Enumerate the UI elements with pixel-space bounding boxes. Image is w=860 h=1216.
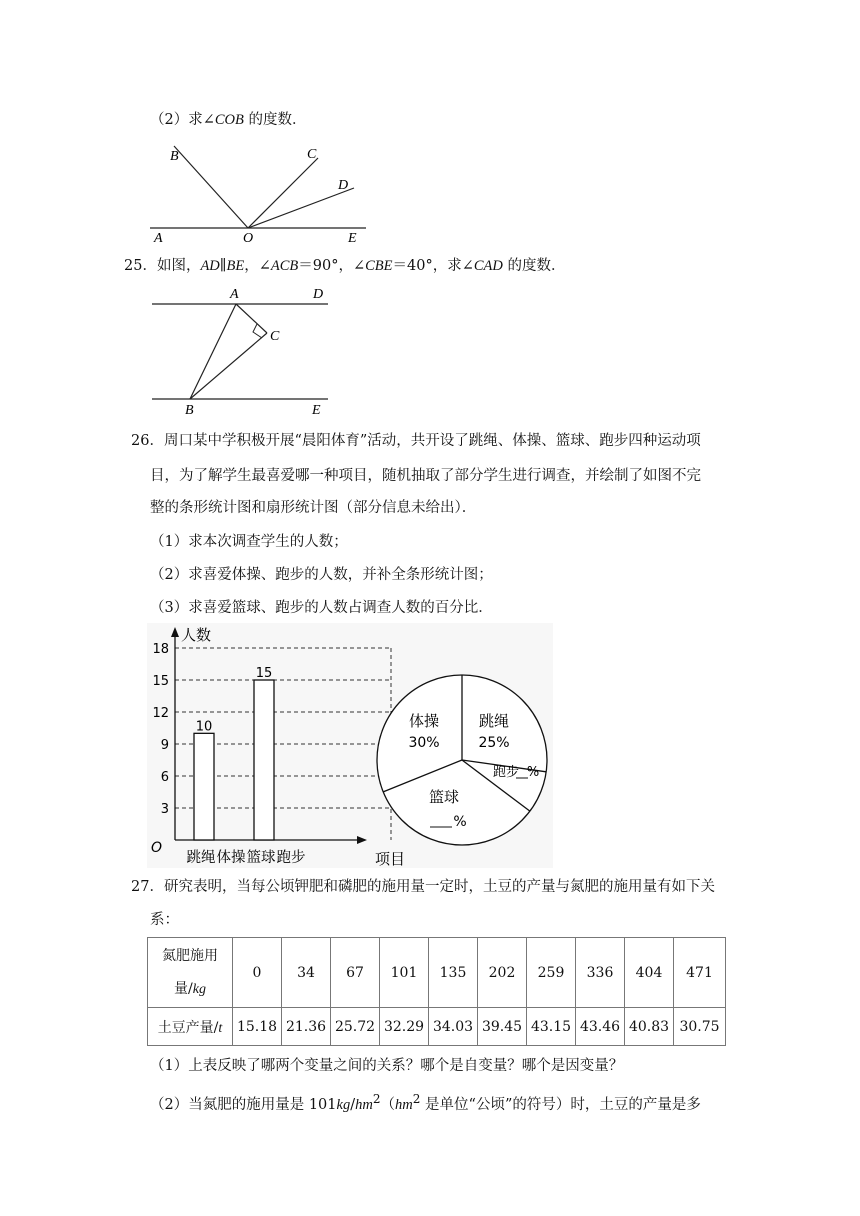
fig25-label-B: B — [185, 403, 194, 418]
table-cell: 471 — [674, 938, 726, 1008]
fig25-label-E: E — [312, 403, 321, 418]
q26-line3: 整的条形统计图和扇形统计图（部分信息未给出）． — [150, 500, 477, 516]
bar-value-label: 15 — [255, 666, 273, 681]
q25-segment: ，∠ — [244, 258, 271, 274]
pie-slice-percent: % — [526, 765, 540, 780]
q27-sub2-text: 是单位“公顷”的符号）时，土豆的产量是多 — [420, 1096, 701, 1113]
fig24-label-A: A — [154, 231, 163, 246]
fig24-label-C: C — [307, 147, 317, 162]
table-cell: 34.03 — [429, 1008, 478, 1046]
q27-sub2-text: （ — [380, 1096, 396, 1113]
q25-number: 25． — [124, 258, 157, 274]
table-cell: 135 — [429, 938, 478, 1008]
bar-value-label: 10 — [195, 719, 213, 735]
q27-unit: hm — [355, 1096, 373, 1113]
ytick-label: 6 — [160, 770, 169, 785]
fig24-label-B: B — [170, 149, 179, 164]
x-axis-title: 项目 — [375, 850, 406, 868]
origin-label: O — [151, 840, 163, 856]
q27-unit: hm — [395, 1096, 413, 1113]
q25-segment: CAD — [473, 258, 503, 274]
table-cell: 67 — [331, 938, 380, 1008]
q26-charts — [147, 623, 553, 868]
y-axis-title: 人数 — [181, 626, 212, 644]
q25-statement — [124, 256, 565, 276]
q27-unit: kg — [336, 1096, 351, 1113]
category-label: 篮球 — [246, 850, 276, 866]
q26-sub1: （1）求本次调查学生的人数； — [150, 534, 348, 550]
table-cell: 202 — [478, 938, 527, 1008]
table-cell: 43.46 — [576, 1008, 625, 1046]
bar — [254, 680, 274, 840]
q25-segment: 的度数． — [502, 258, 566, 274]
pie-slice-name: 篮球 — [428, 788, 460, 806]
pie-slice-name: 跳绳 — [478, 712, 510, 730]
fig24-label-D: D — [338, 178, 349, 193]
pie-slice-name: 体操 — [408, 712, 440, 730]
q24-text-b: 的度数． — [243, 112, 307, 128]
figure-24-angles — [148, 138, 370, 246]
q24-part2 — [150, 110, 306, 130]
table-cell: 40.83 — [625, 1008, 674, 1046]
ytick-label: 18 — [152, 642, 169, 657]
header-text: 氮肥施用 — [162, 947, 218, 964]
q26-sub3: （3）求喜爱篮球、跑步的人数占调查人数的百分比． — [150, 600, 493, 616]
q25-body — [157, 258, 566, 274]
figure-25-parallel-lines — [150, 283, 340, 418]
table-cell: 15.18 — [233, 1008, 282, 1046]
ytick-label: 15 — [152, 674, 169, 689]
fertilizer-yield-table — [147, 937, 726, 1046]
table-cell: 21.36 — [282, 1008, 331, 1046]
q26-line2: 目，为了解学生最喜爱哪一种项目，随机抽取了部分学生进行调查，并绘制了如图不完 — [150, 468, 701, 484]
table-cell: 336 — [576, 938, 625, 1008]
header-unit: kg — [192, 981, 206, 997]
category-label: 体操 — [216, 850, 246, 866]
q27-sub2-text: （2）当氮肥的施用量是 101 — [150, 1096, 337, 1113]
table-row — [148, 1008, 726, 1046]
q25-segment: ＝40°，求∠ — [392, 258, 474, 274]
q26-sub2: （2）求喜爱体操、跑步的人数，并补全条形统计图； — [150, 567, 493, 583]
ytick-label: 12 — [152, 706, 169, 721]
q25-segment: 如图， — [156, 258, 201, 274]
bar — [194, 733, 214, 840]
fig25-label-A: A — [230, 287, 239, 302]
q27-sup: 2 — [412, 1092, 421, 1106]
pie-slice-percent: 30% — [408, 735, 440, 751]
q27-line2: 系： — [150, 912, 179, 928]
q25-segment: ACB — [270, 258, 299, 274]
q25-segment: BE — [226, 258, 245, 274]
table-cell: 30.75 — [674, 1008, 726, 1046]
q24-text-a: （2）求∠ — [150, 112, 215, 128]
table-cell: 43.15 — [527, 1008, 576, 1046]
table-cell: 404 — [625, 938, 674, 1008]
fig24-label-O: O — [243, 231, 254, 246]
q27-sup: 2 — [372, 1092, 381, 1106]
header-unit: t — [218, 1020, 223, 1036]
table-cell: 25.72 — [331, 1008, 380, 1046]
header-text: 土豆产量/ — [157, 1019, 219, 1036]
category-label: 跳绳 — [186, 850, 216, 866]
table-cell: 32.29 — [380, 1008, 429, 1046]
table-cell: 101 — [380, 938, 429, 1008]
table-row — [148, 938, 726, 1008]
pie-slice-percent: 25% — [478, 735, 510, 751]
q27-line1: 27．研究表明，当每公顷钾肥和磷肥的施用量一定时，土豆的产量与氮肥的施用量有如下关 — [131, 879, 715, 895]
q25-segment: CBE — [365, 258, 393, 274]
q25-segment: ∥ — [219, 258, 227, 274]
pie-slice-percent: % — [453, 814, 467, 830]
fig25-label-C: C — [270, 329, 280, 344]
q25-segment: AD — [200, 258, 220, 274]
q27-sub2-text: / — [350, 1096, 356, 1113]
q26-line1: 26．周口某中学积极开展“晨阳体育”活动，共开设了跳绳、体操、篮球、跑步四种运动项 — [131, 433, 701, 449]
q24-var: COB — [214, 112, 244, 128]
table-cell: 39.45 — [478, 1008, 527, 1046]
q27-sub2 — [150, 1089, 701, 1115]
fig25-label-D: D — [313, 287, 324, 302]
header-text: 量/ — [174, 980, 193, 997]
q25-segment: ＝90°，∠ — [298, 258, 366, 274]
table-cell: 0 — [233, 938, 282, 1008]
category-label: 跑步 — [276, 850, 306, 866]
table-cell: 34 — [282, 938, 331, 1008]
table-header-nitrogen — [148, 938, 233, 1008]
ytick-label: 9 — [160, 738, 169, 753]
fig24-label-E: E — [348, 231, 357, 246]
table-header-yield — [148, 1008, 233, 1046]
q27-sub1: （1）上表反映了哪两个变量之间的关系？哪个是自变量？哪个是因变量？ — [150, 1058, 624, 1074]
ytick-label: 3 — [160, 802, 169, 817]
pie-slice-name: 跑步 — [492, 765, 520, 780]
table-cell: 259 — [527, 938, 576, 1008]
